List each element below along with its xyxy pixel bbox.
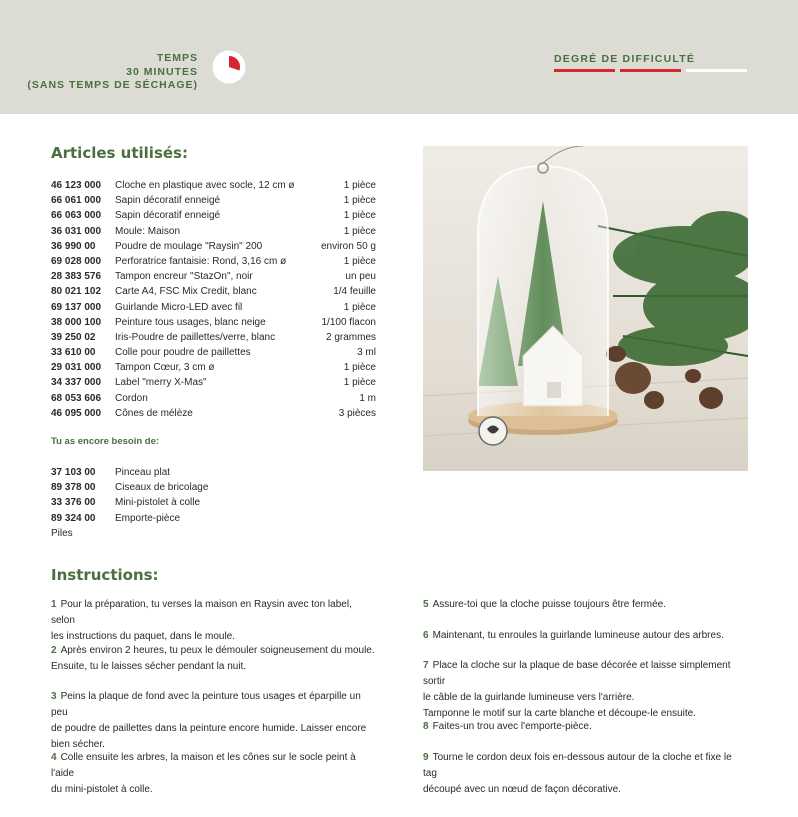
instruction-step [423, 719, 748, 735]
article-qty: 1 pièce [343, 362, 376, 374]
article-row [51, 239, 376, 254]
instruction-step [423, 597, 748, 613]
article-row [51, 224, 376, 239]
step-number: 7 [423, 660, 429, 671]
article-qty: 1 pièce [343, 377, 376, 389]
step-line [51, 782, 376, 798]
time-label: TEMPS [156, 52, 198, 64]
step-line [51, 597, 376, 629]
article-name: Moule: Maison [115, 225, 181, 237]
article-qty: 1 pièce [343, 301, 376, 313]
article-row [51, 193, 376, 208]
article-qty: 3 pièces [338, 407, 376, 419]
article-code: 66 061 000 [51, 195, 102, 207]
instruction-step [51, 643, 376, 675]
difficulty-bar-2 [620, 69, 681, 72]
article-row [51, 315, 376, 330]
article-row [51, 330, 376, 345]
extra-name: Pinceau plat [115, 467, 171, 478]
article-name: Tampon encreur "StazOn", noir [115, 271, 253, 283]
extra-row [51, 465, 376, 480]
step-line [51, 689, 376, 721]
extra-code: 37 103 00 [51, 467, 96, 478]
article-qty: 1 pièce [343, 210, 376, 222]
step-line [423, 750, 748, 782]
article-code: 34 337 000 [51, 377, 102, 389]
step-text: Assure-toi que la cloche puisse toujours être fermée. [432, 599, 667, 610]
article-code: 39 250 02 [51, 331, 96, 343]
article-name: Label "merry X-Mas" [115, 377, 207, 389]
difficulty-block [554, 53, 747, 65]
step-number: 8 [423, 721, 429, 732]
time-note: (SANS TEMPS DE SÉCHAGE) [27, 79, 198, 91]
step-text: le câble de la guirlande lumineuse vers l'arrière. [423, 692, 635, 703]
article-code: 69 137 000 [51, 301, 102, 313]
article-list [51, 178, 376, 421]
article-code: 36 031 000 [51, 225, 102, 237]
article-code: 66 063 000 [51, 210, 102, 222]
instruction-step [423, 628, 748, 644]
article-qty: 1 m [359, 392, 376, 404]
article-name: Carte A4, FSC Mix Credit, blanc [115, 286, 257, 298]
step-text: Ensuite, tu le laisses sécher pendant la nuit. [51, 661, 247, 672]
article-row [51, 375, 376, 390]
step-number: 3 [51, 691, 57, 702]
article-name: Iris-Poudre de paillettes/verre, blanc [115, 331, 276, 343]
article-code: 68 053 606 [51, 392, 102, 404]
extra-name: Ciseaux de bricolage [115, 482, 209, 494]
step-number: 2 [51, 645, 57, 656]
article-qty: 3 ml [357, 347, 376, 359]
article-row [51, 284, 376, 299]
article-name: Tampon Cœur, 3 cm ø [115, 362, 215, 374]
article-code: 29 031 000 [51, 362, 102, 374]
article-name: Colle pour poudre de paillettes [115, 347, 251, 359]
article-row [51, 208, 376, 223]
article-code: 46 123 000 [51, 180, 102, 191]
extra-code: 89 378 00 [51, 482, 96, 494]
article-row [51, 391, 376, 406]
step-text: Colle ensuite les arbres, la maison et les cônes sur le socle peint à l'aide [51, 752, 356, 779]
step-text: Tourne le cordon deux fois en-dessous autour de la cloche et fixe le tag [423, 752, 732, 779]
article-code: 80 021 102 [51, 286, 102, 298]
article-name: Cloche en plastique avec socle, 12 cm ø [115, 180, 295, 191]
article-code: 33 610 00 [51, 347, 96, 359]
instructions-title: Instructions: [51, 566, 159, 584]
extra-code: 33 376 00 [51, 497, 96, 509]
article-qty: 1 pièce [343, 195, 376, 207]
article-row [51, 254, 376, 269]
step-text: Peins la plaque de fond avec la peinture tous usages et éparpille un peu [51, 691, 361, 718]
extra-title: Tu as encore besoin de: [51, 436, 160, 447]
article-row [51, 406, 376, 421]
article-qty: 2 grammes [325, 331, 376, 343]
extra-list [51, 465, 376, 541]
step-number: 9 [423, 752, 429, 763]
article-qty: un peu [345, 271, 376, 283]
step-text: les instructions du paquet, dans le moule. [51, 631, 235, 642]
step-line [423, 690, 748, 706]
clock-pie-icon [212, 50, 246, 84]
step-line [423, 719, 748, 735]
article-name: Cordon [115, 392, 148, 404]
article-code: 28 383 576 [51, 271, 102, 283]
extra-row [51, 511, 376, 526]
step-number: 5 [423, 599, 429, 610]
article-name: Poudre de moulage "Raysin" 200 [115, 240, 263, 252]
extra-row [51, 495, 376, 510]
step-number: 6 [423, 630, 429, 641]
article-name: Sapin décoratif enneigé [115, 210, 221, 222]
article-qty: 1 pièce [343, 180, 376, 191]
extra-code: 89 324 00 [51, 512, 96, 524]
difficulty-bar-3 [686, 69, 747, 72]
article-row [51, 300, 376, 315]
step-line [51, 750, 376, 782]
step-text: Après environ 2 heures, tu peux le démouler soigneusement du moule. [60, 645, 375, 656]
step-line [423, 628, 748, 644]
extra-name: Mini-pistolet à colle [115, 497, 201, 509]
step-line [51, 643, 376, 659]
article-qty: 1 pièce [343, 255, 376, 267]
article-row [51, 360, 376, 375]
instruction-step [51, 597, 376, 645]
article-row [51, 178, 376, 193]
step-text: découpé avec un nœud de façon décorative. [423, 784, 621, 795]
time-info [27, 52, 198, 93]
step-text: du mini-pistolet à colle. [51, 784, 153, 795]
article-code: 46 095 000 [51, 407, 102, 419]
step-line [51, 659, 376, 675]
step-line [51, 721, 376, 737]
article-name: Guirlande Micro-LED avec fil [115, 301, 243, 313]
instruction-step [423, 658, 748, 722]
article-qty: environ 50 g [320, 240, 376, 252]
step-number: 1 [51, 599, 57, 610]
article-qty: 1/100 flacon [321, 316, 376, 328]
step-text: Place la cloche sur la plaque de base décorée et laisse simplement sortir [423, 660, 731, 687]
extra-name: Emporte-pièce [115, 512, 181, 524]
step-line [423, 782, 748, 798]
instruction-step [51, 750, 376, 798]
article-name: Perforatrice fantaisie: Rond, 3,16 cm ø [115, 255, 287, 267]
article-qty: 1/4 feuille [333, 286, 376, 298]
instruction-step [423, 750, 748, 798]
glass-cloche-photo [423, 146, 748, 471]
step-line [423, 658, 748, 690]
article-code: 69 028 000 [51, 255, 102, 267]
article-row [51, 269, 376, 284]
extra-row [51, 480, 376, 495]
article-name: Peinture tous usages, blanc neige [115, 316, 266, 328]
article-code: 38 000 100 [51, 316, 102, 328]
article-qty: 1 pièce [343, 225, 376, 237]
header-band [0, 0, 798, 114]
step-text: bien sécher. [51, 739, 105, 750]
step-line [423, 597, 748, 613]
step-text: Tamponne le motif sur la carte blanche et découpe-le ensuite. [423, 708, 696, 719]
instruction-step [51, 689, 376, 753]
step-text: Faites-un trou avec l'emporte-pièce. [432, 721, 592, 732]
step-text: Pour la préparation, tu verses la maison en Raysin avec ton label, selon [51, 599, 352, 626]
article-name: Sapin décoratif enneigé [115, 195, 221, 207]
step-number: 4 [51, 752, 57, 763]
time-value: 30 MINUTES [126, 65, 198, 78]
extra-row [51, 526, 376, 541]
difficulty-label: DEGRÉ DE DIFFICULTÉ [554, 53, 696, 65]
article-code: 36 990 00 [51, 240, 96, 252]
difficulty-meter [554, 69, 747, 72]
article-name: Cônes de mélèze [115, 407, 193, 419]
step-text: de poudre de paillettes dans la peinture encore humide. Laisser encore [51, 723, 367, 734]
extra-code: Piles [51, 527, 73, 539]
article-row [51, 345, 376, 360]
difficulty-bar-1 [554, 69, 615, 72]
articles-title: Articles utilisés: [51, 144, 188, 162]
step-text: Maintenant, tu enroules la guirlande lumineuse autour des arbres. [432, 630, 724, 641]
